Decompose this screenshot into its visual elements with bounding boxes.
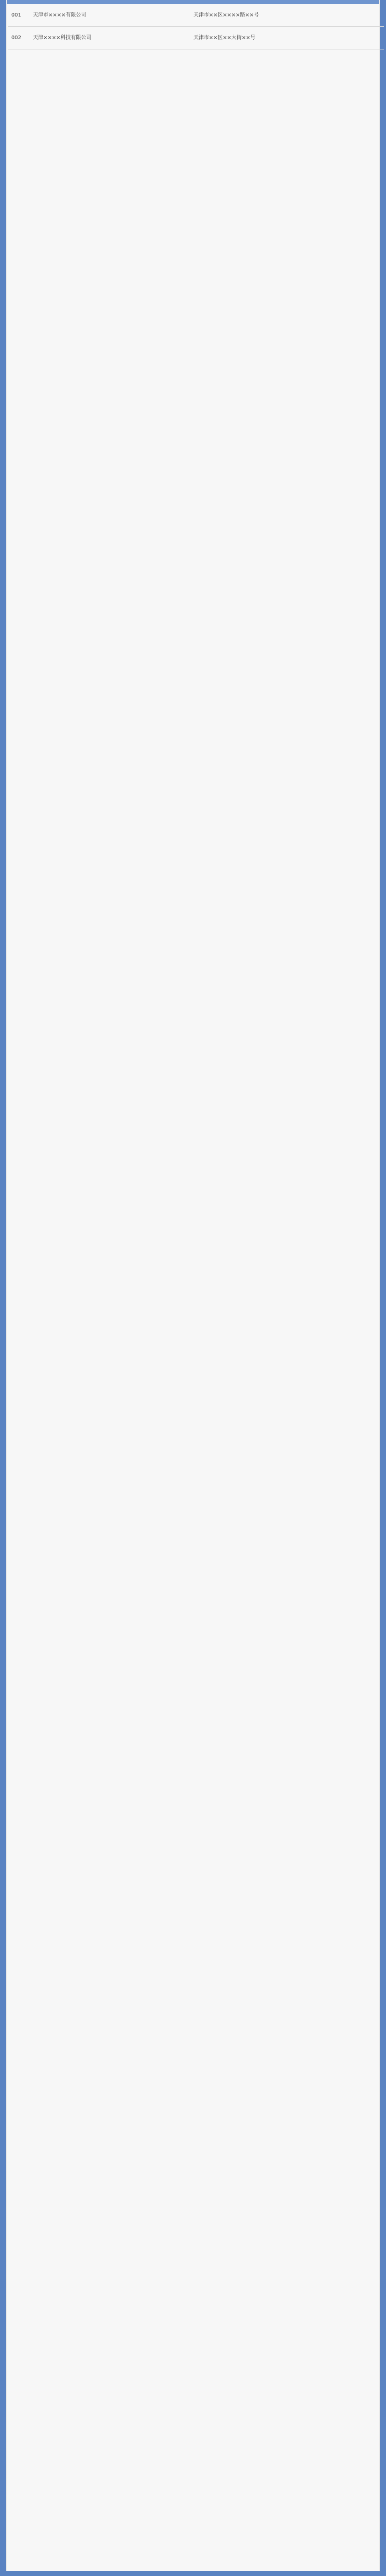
company-address: 天津市××区××大街××号 bbox=[190, 27, 384, 49]
company-address: 天津市××区××××路××号 bbox=[190, 4, 384, 27]
table-row bbox=[8, 27, 384, 49]
row-number: 001 bbox=[8, 4, 30, 27]
document-frame bbox=[6, 0, 380, 2576]
header-strip bbox=[7, 0, 379, 4]
registry-rows bbox=[8, 4, 384, 49]
company-name: 天津××××科技有限公司 bbox=[30, 27, 190, 49]
company-name: 天津市××××有限公司 bbox=[30, 4, 190, 27]
footer-strip bbox=[0, 2571, 386, 2576]
table-row bbox=[8, 4, 384, 27]
row-number: 002 bbox=[8, 27, 30, 49]
registry-table bbox=[8, 4, 384, 49]
